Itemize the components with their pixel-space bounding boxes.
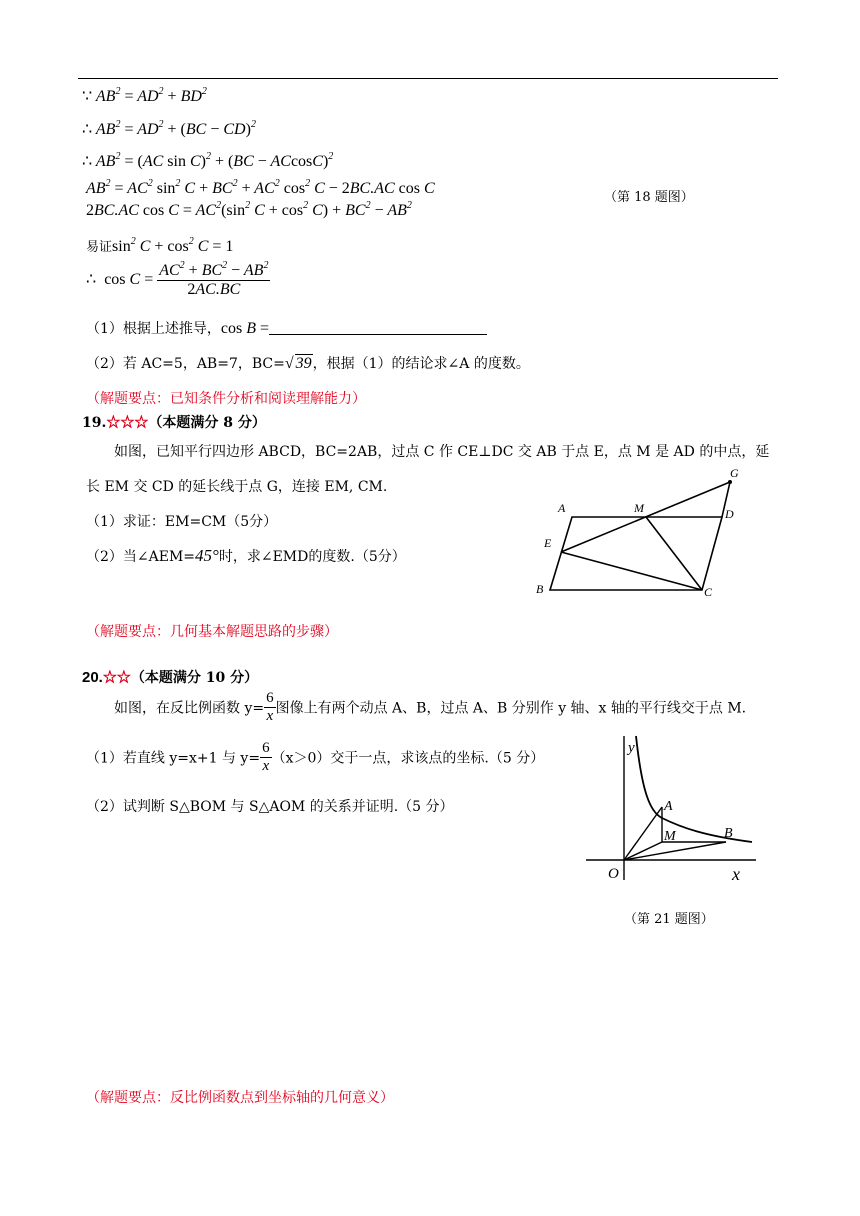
label-A: A	[558, 501, 566, 515]
top-rule	[78, 78, 778, 79]
label-O: O	[608, 866, 619, 882]
eq-line-2: ∴ $AB^2 = AD^2 + (BC - CD)^2$	[82, 119, 256, 138]
eq-line-4: $AB^2 = AC^2$ $\sin^2 C + BC^2 + AC^2$ $\cos^2 C - 2BC.AC$ cos C	[86, 178, 435, 197]
parallelogram-abcd	[550, 517, 722, 590]
line-oa	[624, 807, 662, 860]
hyperbola-figure	[586, 732, 758, 882]
q18-key-point: （解题要点：已知条件分析和阅读理解能力）	[86, 391, 366, 407]
q19-key-point: （解题要点：几何基本解题思路的步骤）	[86, 624, 338, 640]
figure21-caption: （第 21 题图）	[624, 912, 714, 927]
label-G: G	[730, 466, 739, 480]
q18-part1: （1）根据上述推导，cos B =	[86, 318, 487, 338]
label-y: y	[628, 740, 635, 756]
line-ec	[561, 552, 702, 590]
line-mc	[646, 517, 702, 590]
q19-part2: （2）当∠AEM=45°时，求∠EMD的度数.（5分）	[86, 546, 406, 565]
label-M2: M	[664, 829, 676, 844]
label-B: B	[536, 582, 544, 596]
q20-header: 20.☆☆（本题满分 10 分）	[82, 669, 259, 686]
line-ob	[624, 842, 726, 860]
eq-line-5: 2BC.AC $\cos C = AC^2(\sin^2$ $C + \cos^2 C) + BC^2 - AB^2$	[86, 200, 412, 219]
parallelogram-figure	[520, 462, 780, 602]
label-A2: A	[664, 799, 673, 814]
label-D: D	[725, 507, 734, 521]
q20-part2: （2）试判断 S△BOM 与 S△AOM 的关系并证明.（5 分）	[86, 799, 454, 815]
eq-line-3: ∴ $AB^2 = (AC$ sin C)$^2$ + (BC − ACcosC)$^2$	[82, 151, 334, 170]
label-E: E	[544, 536, 552, 550]
label-x: x	[732, 864, 740, 882]
q20-key-point: （解题要点：反比例函数点到坐标轴的几何意义）	[86, 1090, 394, 1106]
label-M: M	[634, 501, 644, 515]
figure18-caption: （第 18 题图）	[604, 190, 694, 205]
label-C: C	[704, 585, 713, 599]
q19-stem-1: 如图，已知平行四边形 ABCD，BC=2AB，过点 C 作 CE⊥DC 交 AB 于点 E，点 M 是 AD 的中点，延	[114, 444, 770, 460]
q18-part2: （2）若 AC=5，AB=7，BC=√ 39，根据（1）的结论求∠A 的度数。	[86, 355, 530, 372]
q20-part1: （1）若直线 y=x+1 与 y= $\frac{6}{x}$ （x＞0）交于一点，求该点的坐标.（5 分）	[86, 740, 545, 774]
eq-line-6: 易证$\sin^2 C + \cos^2 C = 1$	[86, 236, 234, 255]
q20-stem: 如图，在反比例函数 y= $\frac{6}{x}$ 图像上有两个动点 A、B，过点 A、B 分别作 y 轴、x 轴的平行线交于点 M.	[114, 690, 747, 724]
q19-header: 19.☆☆☆（本题满分 8 分）	[82, 415, 266, 431]
label-B2: B	[724, 826, 733, 841]
eq-line-7: ∴ cos C = $\frac{AC^2 + BC^2 - AB^2}{2AC.BC}$	[86, 260, 269, 298]
eq-line-1: ∵ $AB^2 = AD^2 + BD^2$	[82, 86, 207, 105]
q19-part1: （1）求证：EM=CM（5分）	[86, 514, 278, 530]
answer-blank[interactable]	[269, 320, 487, 335]
q19-stem-2: 长 EM 交 CD 的延长线于点 G，连接 EM, CM.	[86, 479, 388, 495]
hyperbola-curve	[636, 736, 752, 842]
